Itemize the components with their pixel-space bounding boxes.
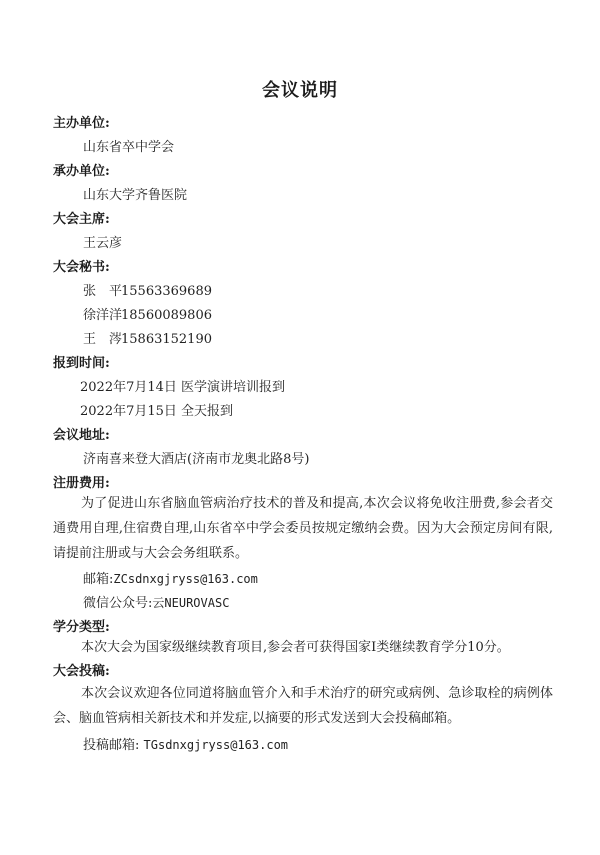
fees-paragraph: 为了促进山东省脑血管病治疗技术的普及和提高,本次会议将免收注册费,参会者交通费用自理,住宿费自理,山东省卒中学会委员按规定缴纳会费。因为大会预定房间有限,请提前注册或与大会会务组联系。 bbox=[53, 496, 553, 561]
registration-time-item: 2022年7月15日 全天报到 bbox=[80, 404, 234, 419]
wechat-account: 云NEUROVASC bbox=[152, 596, 230, 610]
organizer-heading: 主办单位: bbox=[53, 116, 110, 131]
credits-paragraph: 本次大会为国家级继续教育项目,参会者可获得国家I类继续教育学分10分。 bbox=[81, 640, 510, 655]
secretary-name: 徐洋洋 bbox=[83, 308, 123, 323]
page-title: 会议说明 bbox=[262, 80, 338, 101]
co-organizer-value: 山东大学齐鲁医院 bbox=[83, 188, 188, 203]
submission-paragraph: 本次会议欢迎各位同道将脑血管介入和手术治疗的研究或病例、急诊取栓的病例体会、脑血管病相关新技术和并发症,以摘要的形式发送到大会投稿邮箱。 bbox=[53, 686, 553, 726]
secretary-phone: 15563369689 bbox=[121, 284, 212, 299]
secretaries-heading: 大会秘书: bbox=[53, 260, 110, 275]
fees-heading: 注册费用: bbox=[53, 476, 110, 491]
secretary-name: 王 涔 bbox=[83, 332, 123, 347]
submission-email-line bbox=[83, 734, 288, 753]
chair-value: 王云彦 bbox=[83, 236, 123, 251]
registration-time-heading: 报到时间: bbox=[53, 356, 110, 371]
registration-time-item: 2022年7月14日 医学演讲培训报到 bbox=[80, 380, 286, 395]
venue-value: 济南喜来登大酒店(济南市龙奥北路8号) bbox=[83, 452, 310, 467]
submission-email-label: 投稿邮箱: bbox=[83, 738, 140, 753]
venue-heading: 会议地址: bbox=[53, 428, 110, 443]
submission-heading: 大会投稿: bbox=[53, 664, 110, 679]
credits-heading: 学分类型: bbox=[53, 620, 110, 635]
registration-email: ZCsdnxgjryss@163.com bbox=[113, 572, 258, 586]
fees-email-line bbox=[83, 568, 258, 587]
email-label: 邮箱: bbox=[83, 572, 114, 587]
secretary-item bbox=[83, 304, 212, 323]
submission-email: TGsdnxgjryss@163.com bbox=[143, 738, 289, 752]
organizer-value: 山东省卒中学会 bbox=[83, 140, 175, 155]
chair-heading: 大会主席: bbox=[53, 212, 110, 227]
co-organizer-heading: 承办单位: bbox=[53, 164, 110, 179]
secretary-item bbox=[83, 280, 212, 299]
wechat-label: 微信公众号: bbox=[83, 596, 153, 611]
secretary-phone: 18560089806 bbox=[121, 308, 212, 323]
fees-wechat-line bbox=[83, 592, 229, 611]
secretary-item bbox=[83, 328, 212, 347]
secretary-name: 张 平 bbox=[83, 284, 123, 299]
secretary-phone: 15863152190 bbox=[121, 332, 212, 347]
